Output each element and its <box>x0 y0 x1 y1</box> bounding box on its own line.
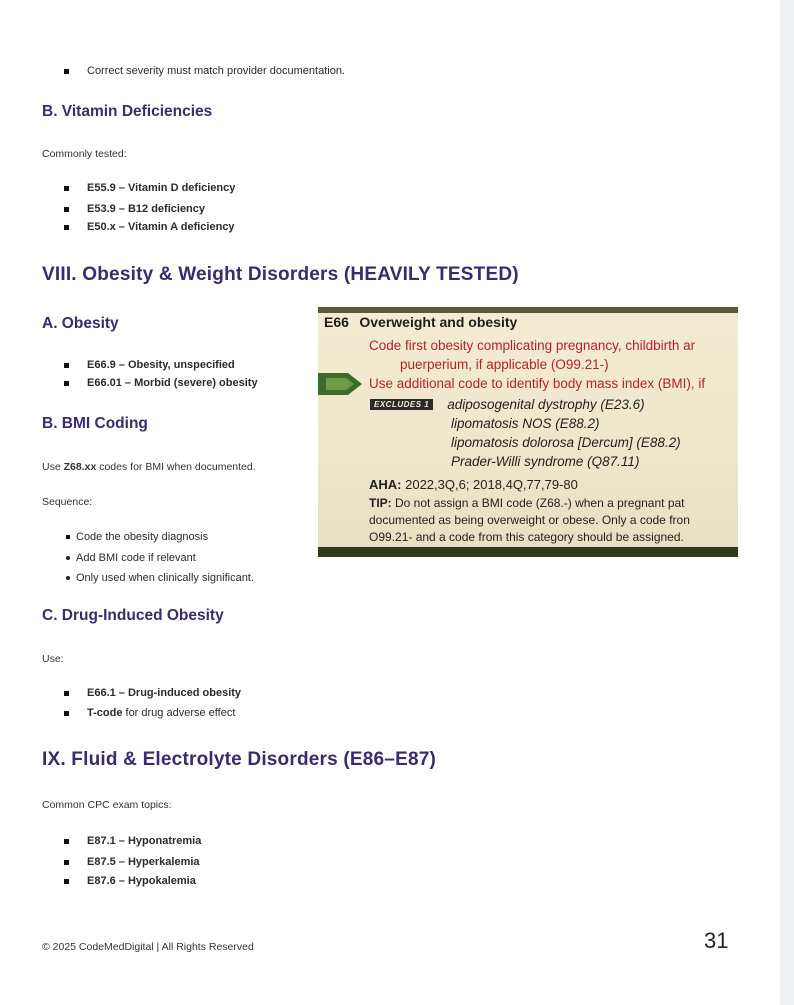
bmi-step: Add BMI code if relevant <box>76 552 196 564</box>
bullet-icon <box>66 535 70 539</box>
bmi-step: Only used when clinically significant. <box>76 572 254 584</box>
list-item <box>64 687 241 699</box>
list-item <box>64 203 205 215</box>
excludes-item: lipomatosis NOS (E88.2) <box>451 416 600 431</box>
aha-label: AHA: <box>369 477 402 492</box>
list-item <box>64 377 258 389</box>
copyright-footer: © 2025 CodeMedDigital | All Rights Reserved <box>42 941 254 953</box>
use-additional-line: Use additional code to identify body mass index (BMI), if <box>369 376 706 391</box>
bullet-icon <box>66 576 70 580</box>
bullet-icon <box>64 879 69 884</box>
bmi-use-line <box>42 461 256 473</box>
drug-tcode: T-code <box>87 707 123 719</box>
vitamin-item: E53.9 – B12 deficiency <box>87 203 206 215</box>
excludes-row <box>370 396 645 414</box>
excludes-item: Prader-Willi syndrome (Q87.11) <box>451 454 640 469</box>
code-first-line: Code first obesity complicating pregnancy, childbirth ar <box>369 338 696 353</box>
bullet-icon <box>64 69 69 74</box>
photo-top-edge <box>318 307 738 313</box>
bmi-use-prefix: Use <box>42 461 64 473</box>
photo-title-row <box>324 314 517 332</box>
leaf-arrow-icon <box>318 369 374 399</box>
list-item <box>64 835 201 847</box>
bullet-icon <box>64 225 69 230</box>
excludes-item: lipomatosis dolorosa [Dercum] (E88.2) <box>451 435 681 450</box>
electrolyte-item: E87.1 – Hyponatremia <box>87 835 202 847</box>
code-first-line-2: puerperium, if applicable (O99.21-) <box>400 357 609 372</box>
list-item <box>64 221 235 233</box>
bullet-icon <box>64 860 69 865</box>
section-8-heading: VIII. Obesity & Weight Disorders (HEAVILY TESTED) <box>42 264 519 285</box>
aha-line <box>369 477 578 492</box>
bullet-icon <box>64 711 69 716</box>
list-item <box>64 875 196 887</box>
vitamin-item: E55.9 – Vitamin D deficiency <box>87 182 236 194</box>
tip-line <box>369 496 685 510</box>
list-item <box>64 707 235 719</box>
bullet-icon <box>64 363 69 368</box>
photo-bottom-edge <box>318 547 738 557</box>
severity-note: Correct severity must match provider documentation. <box>87 65 345 77</box>
bullet-icon <box>64 381 69 386</box>
bullet-icon <box>64 839 69 844</box>
drug-heading: C. Drug-Induced Obesity <box>42 607 224 624</box>
obesity-item: E66.01 – Morbid (severe) obesity <box>87 377 258 389</box>
tip-label: TIP: <box>369 496 392 510</box>
bullet-icon <box>64 186 69 191</box>
vitamin-intro: Commonly tested: <box>42 148 127 160</box>
electrolyte-item: E87.6 – Hypokalemia <box>87 875 196 887</box>
drug-tcode-desc: for drug adverse effect <box>122 707 236 719</box>
list-item <box>64 182 235 194</box>
photo-code: E66 <box>324 314 349 330</box>
list-item <box>64 856 200 868</box>
bullet-icon <box>64 691 69 696</box>
vitamin-item: E50.x – Vitamin A deficiency <box>87 221 235 233</box>
drug-use-label: Use: <box>42 653 64 665</box>
drug-item: E66.1 – Drug-induced obesity <box>87 687 242 699</box>
obesity-heading: A. Obesity <box>42 315 119 332</box>
bullet-icon <box>64 207 69 212</box>
section-9-heading: IX. Fluid & Electrolyte Disorders (E86–E87) <box>42 749 437 770</box>
list-item <box>66 572 254 584</box>
electrolyte-intro: Common CPC exam topics: <box>42 799 172 811</box>
bmi-use-code: Z68.xx <box>63 461 97 473</box>
tip-line-3: O99.21- and a code from this category should be assigned. <box>369 530 684 544</box>
aha-text: 2022,3Q,6; 2018,4Q,77,79-80 <box>401 477 578 492</box>
list-item <box>66 531 208 543</box>
excludes-badge: EXCLUDES 1 <box>370 399 433 410</box>
vitamin-heading: B. Vitamin Deficiencies <box>42 103 213 120</box>
tip-text: Do not assign a BMI code (Z68.-) when a pregnant pat <box>391 496 685 510</box>
obesity-item: E66.9 – Obesity, unspecified <box>87 359 235 371</box>
bmi-use-suffix: codes for BMI when documented. <box>96 461 256 473</box>
photo-title: Overweight and obesity <box>359 314 518 330</box>
codebook-photo <box>318 307 738 557</box>
page-number: 31 <box>704 928 729 953</box>
electrolyte-item: E87.5 – Hyperkalemia <box>87 856 200 868</box>
list-item <box>66 552 196 564</box>
bmi-heading: B. BMI Coding <box>42 415 148 432</box>
excludes-item: adiposogenital dystrophy (E23.6) <box>447 397 645 412</box>
list-item <box>64 65 345 77</box>
sequence-label: Sequence: <box>42 496 93 508</box>
bullet-icon <box>66 556 70 560</box>
bmi-step: Code the obesity diagnosis <box>76 531 209 543</box>
tip-line-2: documented as being overweight or obese. Only a code fron <box>369 513 690 527</box>
list-item <box>64 359 235 371</box>
